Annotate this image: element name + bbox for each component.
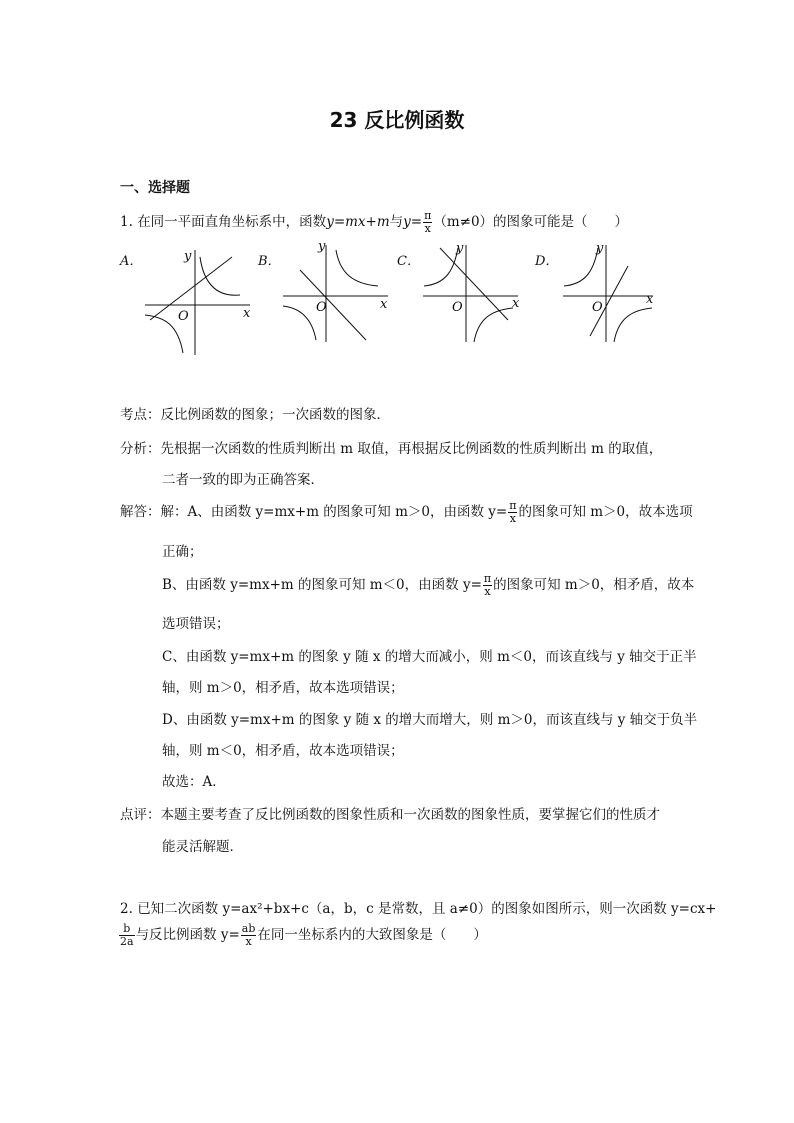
graph-d-origin: O (592, 300, 603, 315)
graph-c-x-label: x (512, 296, 520, 311)
option-label-a: A． (120, 254, 143, 269)
page-title: 23 反比例函数 (329, 108, 465, 132)
graph-c-curve-1 (424, 248, 458, 286)
q1-stem-b: 与 (389, 214, 404, 230)
jieda-a-frac-den: x (509, 512, 516, 525)
q1-number: 1. (120, 214, 133, 230)
option-label-c: C． (397, 254, 420, 269)
q1-frac-den: x (424, 222, 431, 235)
graph-b-x-label: x (380, 297, 388, 312)
dianping-line-1 (120, 803, 660, 823)
q2-f2-den: x (241, 935, 257, 948)
jieda-line-5: C、由函数 y=mx+m 的图象 y 随 x 的增大而减小，则 m＜0，而该直线与 y 轴交于正半 (162, 649, 697, 665)
dianping-line-2: 能灵活解题． (162, 839, 243, 855)
jieda-b-part-2: 的图象可知 m＞0，相矛盾，故本 (493, 577, 695, 593)
jieda-b-frac-num: π (483, 572, 492, 585)
graph-b-origin: O (316, 300, 327, 315)
graph-a-y-label: y (184, 249, 192, 264)
graph-c-origin: O (452, 300, 463, 315)
graph-c-y-label: y (456, 241, 464, 256)
graph-c-line (440, 248, 508, 320)
graph-c-curve-2 (474, 308, 513, 342)
q2-text-1: 已知二次函数 y=ax²+bx+c（a，b，c 是常数，且 a≠0）的图象如图所示，则一次函数 y=cx+ (137, 901, 717, 917)
graph-b-curve-1 (336, 250, 378, 286)
q2-f1-den: 2a (120, 935, 134, 948)
graph-a-curve-1 (200, 257, 240, 295)
graph-a-x-label: x (243, 306, 251, 321)
jieda-a-part-2: 的图象可知 m＞0，故本选项 (518, 504, 693, 520)
section-heading: 一、选择题 (120, 180, 190, 196)
q2-text-2a: 与反比例函数 y= (135, 927, 240, 943)
jieda-b-frac-den: x (484, 585, 491, 598)
q2-number: 2. (120, 901, 133, 917)
fenxi-line-2: 二者一致的即为正确答案． (162, 472, 324, 488)
jieda-line-7: D、由函数 y=mx+m 的图象 y 随 x 的增大而增大，则 m＞0，而该直线与 y 轴交于负半 (162, 712, 698, 728)
q1-frac-num: π (424, 209, 432, 222)
graph-d-curve-1 (564, 248, 598, 286)
graph-b-curve-2 (283, 306, 316, 340)
graph-a-line (150, 257, 232, 320)
jieda-b-part-1: B、由函数 y=mx+m 的图象可知 m＜0，由函数 y= (162, 577, 482, 593)
option-label-b: B． (258, 254, 281, 269)
graph-a-origin: O (178, 309, 189, 324)
graph-d-x-label: x (646, 292, 654, 307)
option-label-d: D． (535, 254, 559, 269)
q2-fraction-1 (119, 923, 135, 948)
graph-d-y-label: y (596, 241, 604, 256)
q1-fraction (423, 210, 432, 235)
q1-stem (120, 210, 628, 235)
dianping-text-1: 本题主要考查了反比例函数的图象性质和一次函数的图象性质，要掌握它们的性质才 (160, 807, 660, 823)
graph-d (558, 240, 673, 350)
dianping-label: 点评： (120, 807, 161, 823)
q2-line-1 (120, 897, 716, 917)
graph-b (278, 240, 398, 350)
fenxi-label: 分析： (120, 441, 161, 457)
jieda-b-fraction (483, 573, 492, 598)
jieda-line-3 (162, 573, 694, 598)
q2-f2-num: ab (241, 922, 256, 935)
kaodian-label: 考点： (120, 407, 161, 423)
jieda-line-8: 轴，则 m＜0，相矛盾，故本选项错误； (162, 743, 404, 759)
jieda-line-1 (120, 500, 693, 525)
q1-stem-a: 在同一平面直角坐标系中，函数 (137, 214, 327, 230)
q1-condition: （m≠0）的图象可能是（ ） (433, 214, 629, 230)
jieda-label: 解答： (120, 504, 161, 520)
jieda-line-9: 故选：A． (162, 774, 226, 790)
q2-fraction-2 (241, 923, 257, 948)
graph-b-y-label: y (318, 240, 326, 254)
graph-c (418, 240, 533, 350)
q1-expr1: y=mx+m (326, 214, 390, 230)
q2-f1-num: b (123, 922, 131, 935)
graph-d-curve-2 (614, 308, 652, 342)
jieda-a-part-1: 解：A、由函数 y=mx+m 的图象可知 m＞0，由函数 y= (160, 504, 508, 520)
jieda-line-4: 选项错误； (162, 616, 230, 632)
graph-a (140, 245, 260, 360)
jieda-a-fraction (508, 500, 517, 525)
fenxi-text-1: 先根据一次函数的性质判断出 m 取值，再根据反比例函数的性质判断出 m 的取值， (160, 441, 663, 457)
kaodian-text: 反比例函数的图象；一次函数的图象． (160, 407, 390, 423)
q1-y-eq: y= (403, 214, 423, 230)
kaodian-line (120, 403, 390, 423)
jieda-a-frac-num: π (509, 499, 517, 512)
q2-text-2b: 在同一坐标系内的大致图象是（ ） (257, 927, 487, 943)
jieda-line-6: 轴，则 m＞0，相矛盾，故本选项错误； (162, 680, 404, 696)
jieda-line-2: 正确； (162, 544, 203, 560)
q2-line-2 (118, 923, 487, 948)
fenxi-line-1 (120, 437, 662, 457)
